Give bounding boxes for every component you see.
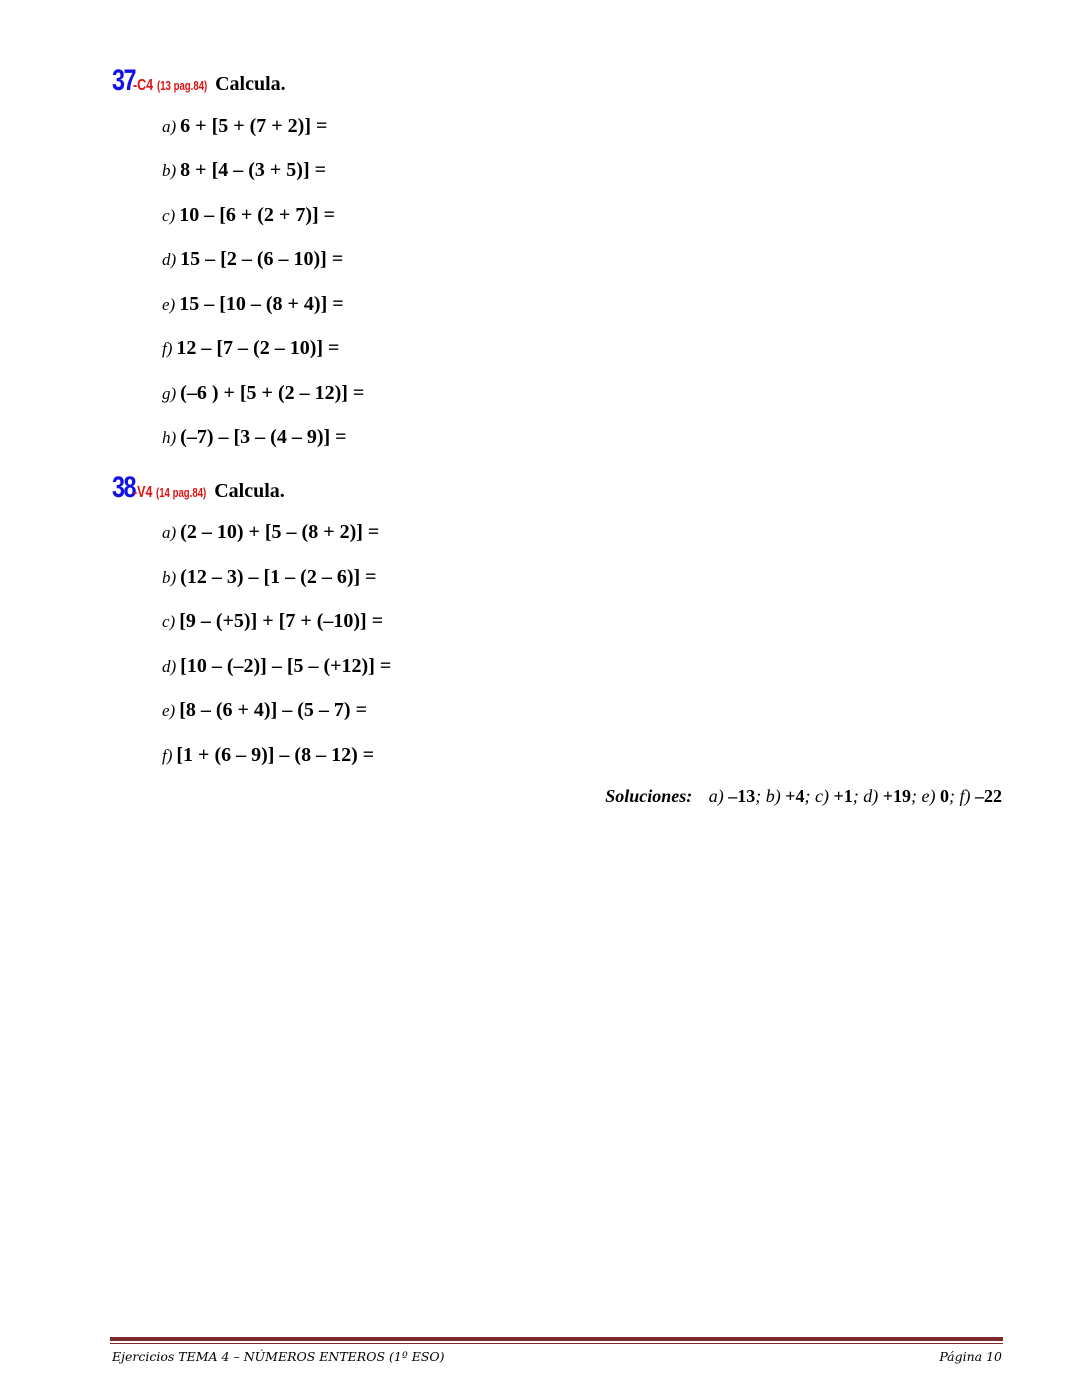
footer-divider-thin — [110, 1343, 1003, 1344]
solution-separator: ; — [804, 786, 811, 806]
exercise-code: -C4 — [133, 77, 154, 94]
item-label: h) — [162, 428, 177, 447]
exercise-item — [162, 338, 339, 358]
solution-value: +1 — [833, 786, 853, 806]
exercise-number: 38 — [112, 471, 135, 504]
item-expression: [1 + (6 – 9)] – (8 – 12) = — [176, 744, 375, 766]
solution-separator: ; — [911, 786, 918, 806]
item-label: b) — [162, 161, 177, 180]
exercise-item — [162, 611, 383, 631]
item-label: e) — [162, 295, 176, 314]
solution-label: b) — [765, 786, 781, 806]
exercise-number: 37 — [112, 64, 135, 97]
exercise-item — [162, 700, 367, 720]
exercise-item — [162, 160, 326, 180]
exercise-code: -V4 — [133, 484, 153, 501]
exercise-heading — [112, 66, 286, 96]
item-expression: 12 – [7 – (2 – 10)] = — [176, 337, 340, 359]
exercise-instruction: Calcula. — [214, 480, 285, 502]
item-label: f) — [162, 746, 173, 765]
footer-title: Ejercicios TEMA 4 – NÚMEROS ENTEROS (1º ESO) — [112, 1349, 445, 1364]
exercise-item — [162, 745, 374, 765]
exercise-item — [162, 249, 343, 269]
solution-label: f) — [959, 786, 971, 806]
solution-value: +4 — [785, 786, 805, 806]
exercise-item — [162, 522, 379, 542]
solution-separator: ; — [949, 786, 955, 806]
item-expression: 8 + [4 – (3 + 5)] = — [180, 159, 327, 181]
item-label: e) — [162, 701, 176, 720]
exercise-heading — [112, 473, 285, 503]
item-expression: 15 – [2 – (6 – 10)] = — [180, 248, 344, 270]
item-expression: 15 – [10 – (8 + 4)] = — [179, 293, 344, 315]
solution-separator: ; — [755, 786, 762, 806]
item-expression: [8 – (6 + 4)] – (5 – 7) = — [179, 699, 367, 721]
item-label: g) — [162, 384, 177, 403]
item-label: c) — [162, 206, 176, 225]
solution-value: –22 — [975, 786, 1002, 806]
item-expression: (–7) – [3 – (4 – 9)] = — [180, 426, 347, 448]
item-label: c) — [162, 612, 176, 631]
solution-label: c) — [815, 786, 829, 806]
solution-value: –13 — [728, 786, 756, 806]
exercise-item — [162, 567, 377, 587]
item-label: f) — [162, 339, 173, 358]
solution-separator: ; — [852, 786, 859, 806]
item-expression: (2 – 10) + [5 – (8 + 2)] = — [180, 521, 380, 543]
item-expression: (12 – 3) – [1 – (2 – 6)] = — [180, 566, 377, 588]
item-label: d) — [162, 657, 177, 676]
item-expression: (–6 ) + [5 + (2 – 12)] = — [180, 382, 365, 404]
exercise-item — [162, 116, 327, 136]
solution-value: 0 — [940, 786, 949, 806]
exercise-item — [162, 205, 335, 225]
exercise-item — [162, 294, 344, 314]
exercise-item — [162, 427, 347, 447]
item-label: b) — [162, 568, 177, 587]
page-number: Página 10 — [939, 1349, 1002, 1364]
item-label: a) — [162, 117, 177, 136]
item-label: d) — [162, 250, 177, 269]
item-expression: [9 – (+5)] + [7 + (–10)] = — [179, 610, 384, 632]
item-expression: 10 – [6 + (2 + 7)] = — [179, 204, 336, 226]
solutions-title: Soluciones: — [605, 786, 693, 806]
exercise-item — [162, 383, 364, 403]
exercise-instruction: Calcula. — [215, 73, 286, 95]
item-expression: [10 – (–2)] – [5 – (+12)] = — [180, 655, 392, 677]
footer-divider — [110, 1337, 1003, 1341]
exercise-reference: (13 pag.84) — [157, 78, 208, 93]
exercise-item — [162, 656, 391, 676]
exercise-reference: (14 pag.84) — [156, 485, 207, 500]
solutions-line — [605, 787, 1002, 805]
solution-value: +19 — [882, 786, 912, 806]
solution-label: a) — [708, 786, 724, 806]
solution-label: d) — [863, 786, 879, 806]
item-expression: 6 + [5 + (7 + 2)] = — [180, 115, 328, 137]
solution-label: e) — [921, 786, 936, 806]
item-label: a) — [162, 523, 177, 542]
